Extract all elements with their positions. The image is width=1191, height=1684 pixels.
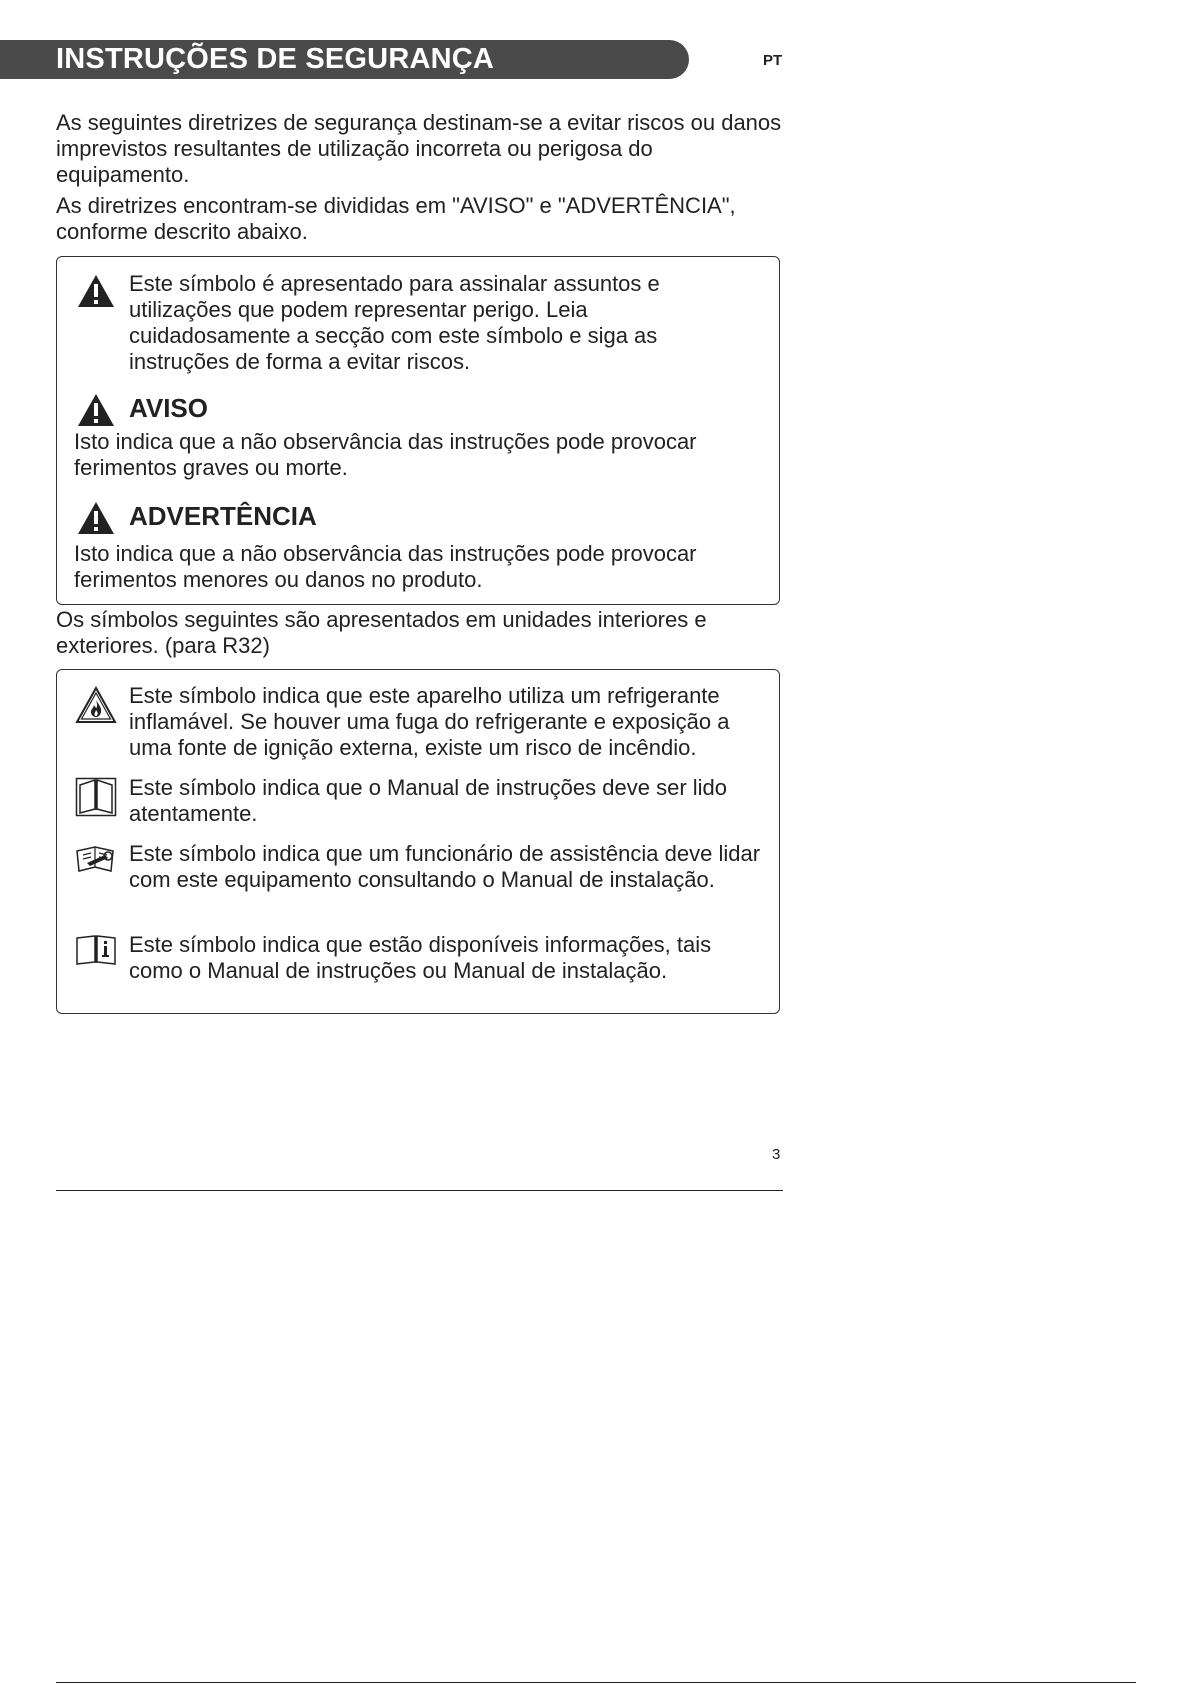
warning-triangle-icon (77, 274, 115, 308)
symbols-box (56, 669, 780, 1014)
flammable-refrigerant-description: Este símbolo indica que este aparelho utiliza um refrigerante inflamável. Se houver uma fuga do refrigerante e exposição a uma fonte de ignição externa, existe um risco de incêndio. (129, 683, 730, 760)
service-manual-description: Este símbolo indica que um funcionário de assistência deve lidar com este equipamento consultando o Manual de instalação. (129, 841, 761, 892)
information-manual-description: Este símbolo indica que estão disponíveis informações, tais como o Manual de instruções ou Manual de instalação. (129, 932, 712, 983)
information-manual-icon (75, 934, 117, 966)
warnings-box (56, 256, 780, 605)
footer-rule (56, 1190, 783, 1191)
page-number: 3 (772, 1146, 781, 1163)
bottom-rule (56, 1682, 1136, 1683)
operating-manual-icon (75, 777, 117, 817)
symbols-intro: Os símbolos seguintes são apresentados em unidades interiores e exteriores. (para R32) (56, 607, 707, 658)
page-title: INSTRUÇÕES DE SEGURANÇA (56, 43, 495, 75)
aviso-warning-icon (77, 393, 115, 427)
section-title-bar (0, 40, 689, 79)
operating-manual-description: Este símbolo indica que o Manual de instruções deve ser lido atentamente. (129, 775, 728, 826)
aviso-heading: AVISO (129, 393, 208, 423)
advertencia-warning-icon (77, 501, 115, 535)
flammable-refrigerant-icon (75, 686, 117, 724)
service-manual-icon (75, 843, 117, 875)
aviso-description: Isto indica que a não observância das instruções pode provocar ferimentos graves ou morte. (74, 429, 697, 480)
intro-paragraph-1: As seguintes diretrizes de segurança destinam-se a evitar riscos ou danos imprevistos resultantes de utilização incorreta ou perigosa do equipamento. (56, 110, 782, 187)
warning-symbol-description: Este símbolo é apresentado para assinalar assuntos e utilizações que podem representar perigo. Leia cuidadosamente a secção com este símbolo e siga as instruções de forma a evitar riscos. (129, 271, 660, 374)
intro-paragraph-2: As diretrizes encontram-se divididas em "AVISO" e "ADVERTÊNCIA", conforme descrito abaixo. (56, 193, 736, 244)
language-code: PT (763, 52, 783, 69)
advertencia-description: Isto indica que a não observância das instruções pode provocar ferimentos menores ou danos no produto. (74, 541, 697, 592)
advertencia-heading: ADVERTÊNCIA (129, 501, 317, 531)
